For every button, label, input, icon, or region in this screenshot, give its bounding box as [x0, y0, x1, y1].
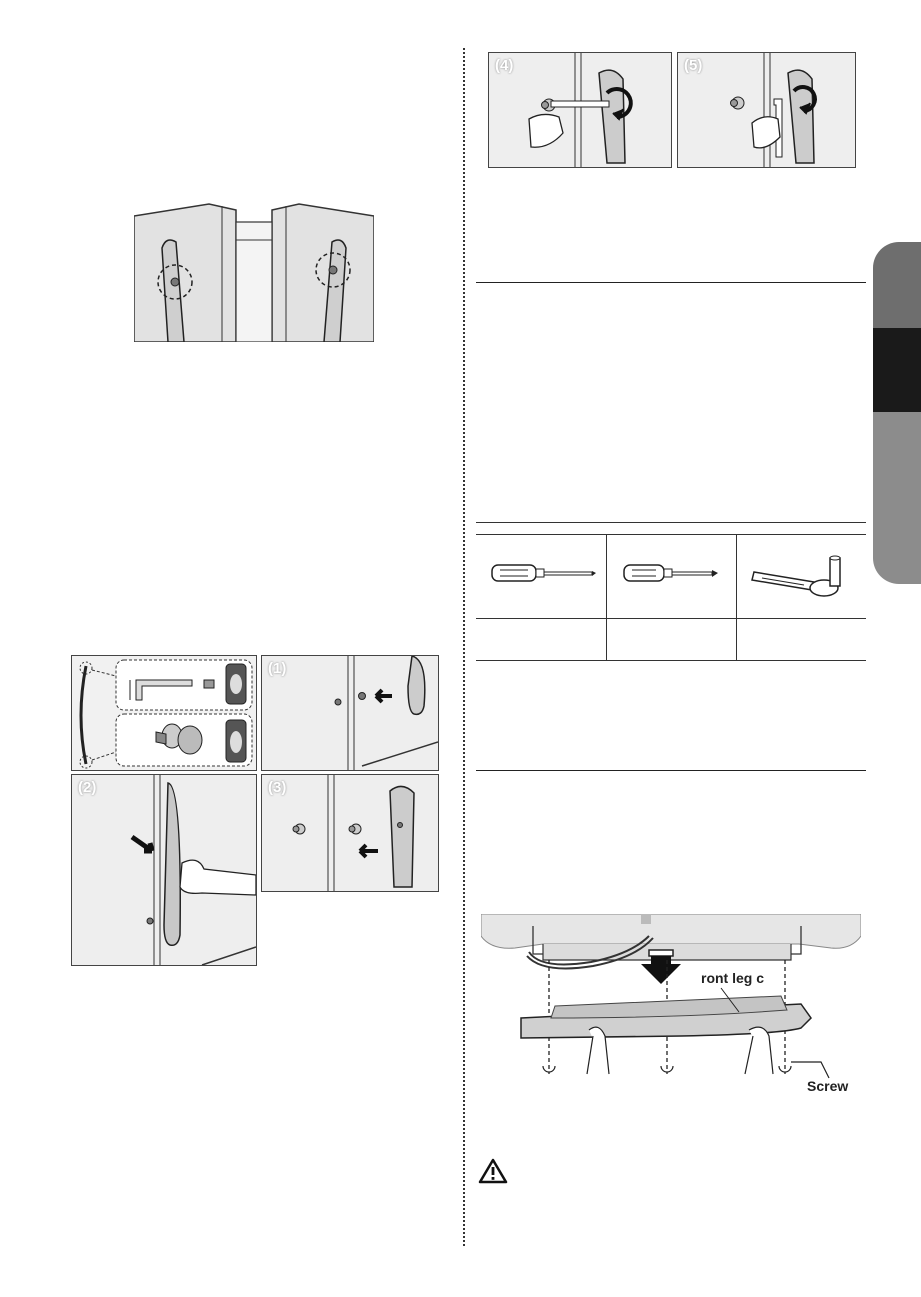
- section-rule-2: [476, 770, 866, 771]
- table-bottom-rule: [476, 660, 866, 661]
- column-divider: [463, 48, 465, 1246]
- step-5-label: (5): [684, 57, 703, 74]
- socket-wrench-icon: [750, 552, 854, 602]
- door-top-illustration: [134, 198, 374, 342]
- section-rule: [476, 282, 866, 283]
- step-4-label: (4): [495, 57, 514, 74]
- tools-table: [476, 522, 866, 660]
- leg-cover-illustration: [481, 914, 861, 1100]
- table-col-1: [476, 534, 607, 660]
- phillips-screwdriver-icon: [622, 562, 722, 584]
- step-2-label: (2): [78, 779, 97, 796]
- side-tab-active: [873, 328, 921, 412]
- side-tab-top: [873, 242, 921, 328]
- handle-parts-panel: [71, 655, 257, 771]
- screw-label: Screw: [807, 1078, 849, 1094]
- step-4-figure: [488, 52, 672, 168]
- side-tab-bottom: [873, 412, 921, 584]
- step-1-label: (1): [268, 660, 287, 677]
- warning-icon: [478, 1158, 508, 1184]
- step-2-figure: [71, 774, 257, 966]
- step-1-figure: [261, 655, 439, 771]
- table-col-2: [606, 534, 737, 660]
- leg-cover-label: ront leg c: [701, 970, 765, 986]
- step-5-figure: [677, 52, 856, 168]
- flat-screwdriver-icon: [490, 562, 598, 584]
- table-top-rule: [476, 522, 866, 523]
- step-3-label: (3): [268, 779, 287, 796]
- step-3-figure: [261, 774, 439, 892]
